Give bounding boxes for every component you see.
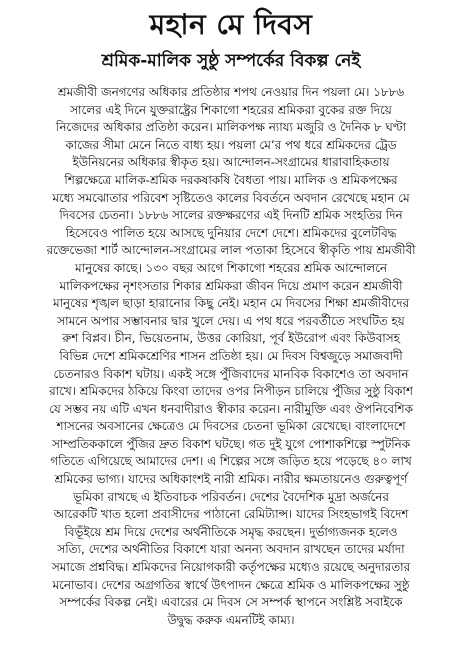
body-line: বিভূঁইয়ে শ্রম দিয়ে দেশের অর্থনীতিকে সমৃদ্ধ করছেন। দুর্ভাগ্যজনক হলেও — [64, 524, 398, 539]
body-line: সত্যি, দেশের অর্থনীতির বিকাশে যারা অনন্য অবদান রাখছেন তাদের মর্যাদা — [57, 542, 405, 557]
body-line: চেতনারও বিকাশ ঘটায়। একই সঙ্গে পুঁজিবাদের মানবিক বিকাশেও তা অবদান — [53, 366, 409, 381]
body-line: মনোভাব। দেশের অগ্রগতির স্বার্থে উৎপাদন ক্ষেত্রে শ্রমিক ও মালিকপক্ষের সুষ্ঠু — [52, 577, 410, 592]
article-body — [10, 84, 452, 629]
body-line: মানুষের শৃঙ্খল ছাড়া হারানোর কিছু নেই। মহান মে দিবসের শিক্ষা শ্রমজীবীদের — [53, 296, 409, 311]
body-line: ভূমিকা রাখছে এ ইতিবাচক পরিবর্তন। দেশের বৈদেশিক মুদ্রা অর্জনের — [73, 489, 389, 504]
body-line: গতিতে এগিয়েছে আমাদের দেশ। এ শিল্পের সঙ্গে জড়িত হয়ে পড়েছে ৪০ লাখ — [50, 454, 412, 469]
body-line: সাম্প্রতিককালে পুঁজির দ্রুত বিকাশ ঘটছে। গত দুই যুগে পোশাকশিল্পে স্পুটনিক — [51, 436, 411, 451]
body-line: মধ্যে সমঝোতার পরিবেশ সৃষ্টিতেও কালের বিবর্তনে অবদান রেখেছে মহান মে — [52, 190, 410, 205]
body-line: আরেকটি খাত হলো প্রবাসীদের পাঠানো রেমিট্যান্স। যাদের সিংহভাগই বিদেশ — [53, 507, 409, 522]
body-line: মানুষের কাছে। ১৩০ বছর আগে শিকাগো শহরের শ্রমিক আন্দোলনে — [75, 260, 387, 275]
body-line: কাজের সীমা মেনে নিতে বাধ্য হয়। পয়লা মে’র পথ ধরে শ্রমিকদের ট্রেড — [65, 137, 397, 152]
body-line: উদ্বুদ্ধ করুক এমনটিই কাম্য। — [167, 612, 295, 627]
body-line: রুশ বিপ্লব। চীন, ভিয়েতনাম, উত্তর কোরিয়া, পূর্ব ইউরোপ এবং কিউবাসহ — [62, 331, 400, 346]
body-line: শ্রমিকের ভাগ্য। যাদের অধিকাংশই নারী শ্রমিক। নারীর ক্ষমতায়নেও গুরুত্বপূর্ণ — [54, 472, 408, 487]
body-line: বিভিন্ন দেশে শ্রমিকশ্রেণির শাসন প্রতিষ্ঠা হয়। মে দিবস বিশ্বজুড়ে সমাজবাদী — [59, 348, 403, 363]
body-line: দিবসের চেতনা। ১৮৮৬ সালের রক্তক্ষরণের এই দিনটি শ্রমিক সংহতির দিন — [59, 208, 403, 223]
body-line: সামনে অপার সম্ভাবনার দ্বার খুলে দেয়। এ পথ ধরে পরবর্তীতে সংঘটিত হয় — [57, 313, 405, 328]
body-line: শিল্পক্ষেত্রে মালিক-শ্রমিক দরকষাকষি বৈধতা পায়। মালিক ও শ্রমিকপক্ষের — [64, 172, 398, 187]
article-subheadline: শ্রমিক-মালিক সুষ্ঠু সম্পর্কের বিকল্প নেই — [101, 51, 361, 71]
body-line: শাসনের অবসানের ক্ষেত্রেও মে দিবসের চেতনা ভূমিকা রেখেছে। বাংলাদেশে — [56, 419, 406, 434]
body-line: শ্রমজীবী জনগণের অধিকার প্রতিষ্ঠার শপথ নেওয়ার দিন পয়লা মে। ১৮৮৬ — [57, 85, 405, 99]
body-line: সালের এই দিনে যুক্তরাষ্ট্রের শিকাগো শহরের শ্রমিকরা বুকের রক্ত দিয়ে — [70, 102, 392, 117]
body-line: সম্পর্কের বিকল্প নেই। এবারের মে দিবস সে সম্পর্ক স্থাপনে সংশ্লিষ্ট সবাইকে — [59, 595, 403, 610]
body-line: যে সম্ভব নয় এটি এখন ধনবাদীরাও স্বীকার করেন। নারীমুক্তি এবং ঔপনিবেশিক — [49, 401, 413, 416]
body-line: ইউনিয়নের অধিকার স্বীকৃত হয়। আন্দোলন-সংগ্রামের ধারাবাহিকতায় — [72, 155, 390, 170]
article-headline: মহান মে দিবস — [149, 8, 313, 41]
body-line: রক্তেভেজা শার্ট আন্দোলন-সংগ্রামের লাল পতাকা হিসেবে স্বীকৃতি পায় শ্রমজীবী — [46, 243, 416, 258]
body-line: হিসেবেও পালিত হয়ে আসছে দুনিয়ার দেশে দেশে। শ্রমিকদের বুলেটবিদ্ধ — [65, 225, 397, 240]
body-line: মালিকপক্ষের নৃশংসতার শিকার শ্রমিকরা জীবন দিয়ে প্রমাণ করেন শ্রমজীবী — [59, 278, 403, 293]
body-line: নিজেদের অধিকার প্রতিষ্ঠা করেন। মালিকপক্ষ ন্যায্য মজুরি ও দৈনিক ৮ ঘণ্টা — [55, 120, 407, 135]
body-line: রাখে। শ্রমিকদের ঠকিয়ে কিংবা তাদের ওপর নিপীড়ন চালিয়ে পুঁজির সুষ্ঠু বিকাশ — [49, 384, 413, 399]
body-line: সমাজে প্রশ্নবিদ্ধ। শ্রমিকদের নিয়োগকারী কর্তৃপক্ষের মধ্যেও রয়েছে অনুদারতার — [51, 560, 411, 575]
